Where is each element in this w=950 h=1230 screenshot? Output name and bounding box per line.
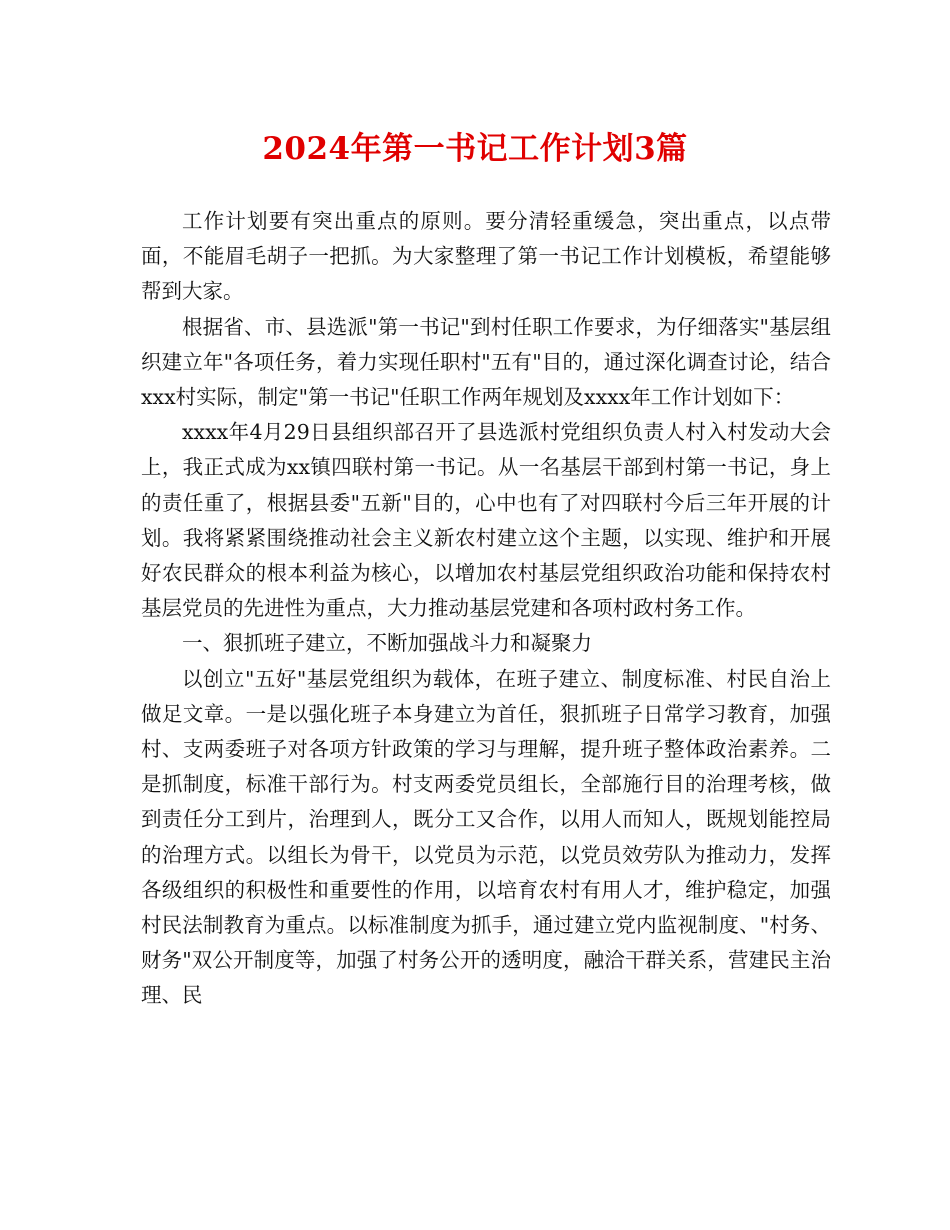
paragraph-section-1: 以创立"五好"基层党组织为载体，在班子建立、制度标准、村民自治上做足文章。一是以强化班子本身建立为首任，狠抓班子日常学习教育，加强村、支两委班子对各项方针政策的学习与理解，提升班子整体政治素养。二是抓制度，标准干部行为。村支两委党员组长，全部施行目的治理考核，做到责任分工到片，治理到人，既分工又合作，以用人而知人，既规划能控局的治理方式。以组长为骨干，以党员为示范，以党员效劳队为推动力，发挥各级组织的积极性和重要性的作用，以培育农村有用人才，维护稳定，加强村民法制教育为重点。以标准制度为抓手，通过建立党内监视制度、"村务、财务"双公开制度等，加强了村务公开的透明度，融洽干群关系，营建民主治理、民 xyxy=(141,666,831,1008)
paragraph-intro: 工作计划要有突出重点的原则。要分清轻重缓急，突出重点，以点带面，不能眉毛胡子一把抓。为大家整理了第一书记工作计划模板，希望能够帮到大家。 xyxy=(141,209,831,304)
paragraph-requirements: 根据省、市、县选派"第一书记"到村任职工作要求，为仔细落实"基层组织建立年"各项任务，着力实现任职村"五有"目的，通过深化调查讨论，结合xxx村实际，制定"第一书记"任职工作两年规划及xxxx年工作计划如下： xyxy=(141,314,831,410)
document-body xyxy=(141,204,831,1014)
document-title: 2024年第一书记工作计划3篇 xyxy=(262,131,688,167)
section-heading-1: 一、狠抓班子建立，不断加强战斗力和凝聚力 xyxy=(182,631,592,656)
paragraph-background: xxxx年4月29日县组织部召开了县选派村党组织负责人村入村发动大会上，我正式成为xx镇四联村第一书记。从一名基层干部到村第一书记，身上的责任重了，根据县委"五新"目的，心中也有了对四联村今后三年开展的计划。我将紧紧围绕推动社会主义新农村建立这个主题，以实现、维护和开展好农民群众的根本利益为核心，以增加农村基层党组织政治功能和保持农村基层党员的先进性为重点，大力推动基层党建和各项村政村务工作。 xyxy=(141,420,831,621)
